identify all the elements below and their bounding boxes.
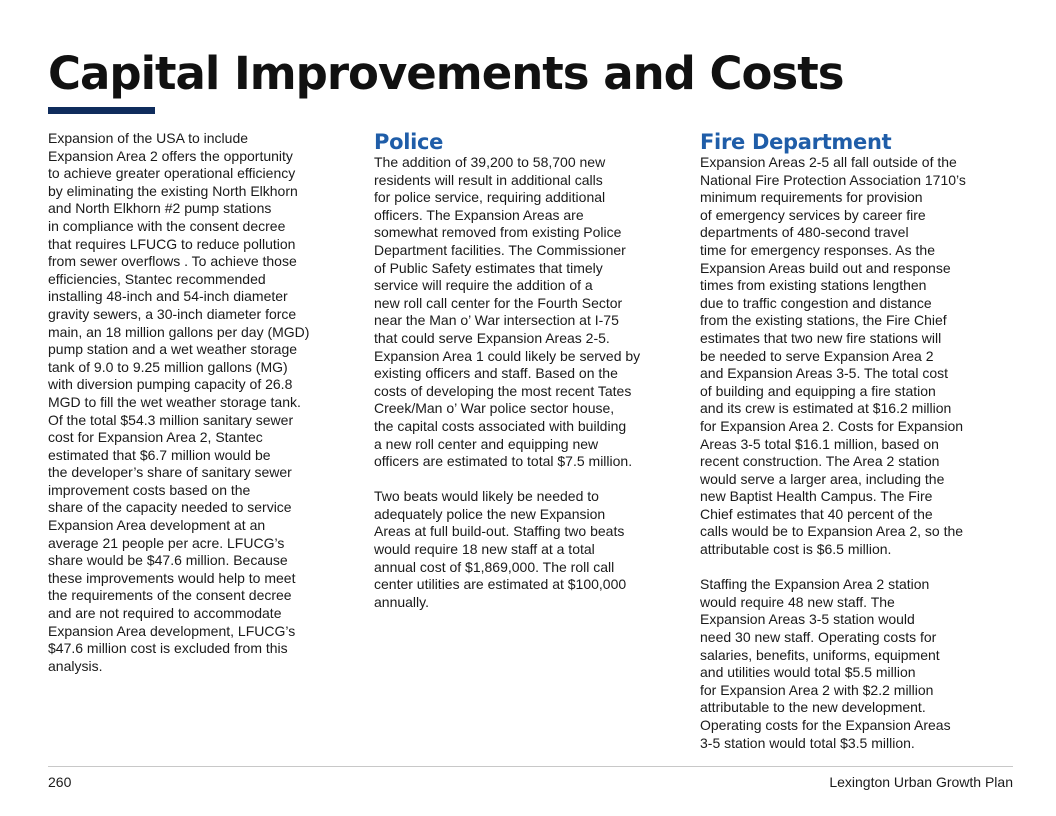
police-paragraph-2: Two beats would likely be needed to adequately police the new Expansion Areas at full build-out. Staffing two beats would require 18 new staff at a total annual cost of $1,869,000. The roll call center utilities are estimated at $100,000 annually.: [374, 488, 627, 610]
page-title: Capital Improvements and Costs: [48, 47, 844, 100]
police-column: [374, 130, 684, 611]
title-underline: [48, 107, 155, 114]
police-heading: Police: [374, 130, 444, 154]
fire-department-heading: Fire Department: [700, 130, 892, 154]
page-number: 260: [48, 774, 72, 790]
intro-column: [48, 130, 360, 675]
fire-paragraph-2: Staffing the Expansion Area 2 station would require 48 new staff. The Expansion Areas 3-5 station would need 30 new staff. Operating costs for salaries, benefits, uniforms, equipment and utilities would total $5.5 million for Expansion Area 2 with $2.2 million attributable to the new development. Operating costs for the Expansion Areas 3-5 station would total $3.5 million.: [700, 576, 951, 751]
intro-paragraph: Expansion of the USA to include Expansion Area 2 offers the opportunity to achieve greater operational efficiency by eliminating the existing North Elkhorn and North Elkhorn #2 pump stations in compliance with the consent decree that requires LFUCG to reduce pollution from sewer overflows . To achieve those efficiencies, Stantec recommended installing 48-inch and 54-inch diameter gravity sewers, a 30-inch diameter force main, an 18 million gallons per day (MGD) pump station and a wet weather storage tank of 9.0 to 9.25 million gallons (MG) with diversion pumping capacity of 26.8 MGD to fill the wet weather storage tank. Of the total $54.3 million sanitary sewer cost for Expansion Area 2, Stantec estimated that $6.7 million would be the developer’s share of sanitary sewer improvement costs based on the share of the capacity needed to service Expansion Area development at an average 21 people per acre. LFUCG’s share would be $47.6 million. Because these improvements would help to meet the requirements of the consent decree and are not required to accommodate Expansion Area development, LFUCG’s $47.6 million cost is excluded from this analysis.: [48, 130, 310, 674]
document-title: Lexington Urban Growth Plan: [829, 774, 1013, 790]
footer-divider: [48, 766, 1013, 767]
fire-department-column: [700, 130, 1014, 752]
fire-paragraph-1: Expansion Areas 2-5 all fall outside of the National Fire Protection Association 1710’s minimum requirements for provision of emergency services by career fire departments of 480-second travel time for emergency responses. As the Expansion Areas build out and response times from existing stations lengthen due to traffic congestion and distance from the existing stations, the Fire Chief estimates that two new fire stations will be needed to serve Expansion Area 2 and Expansion Areas 3-5. The total cost of building and equipping a fire station and its crew is estimated at $16.2 million for Expansion Area 2. Costs for Expansion Areas 3-5 total $16.1 million, based on recent construction. The Area 2 station would serve a larger area, including the new Baptist Health Campus. The Fire Chief estimates that 40 percent of the calls would be to Expansion Area 2, so the attributable cost is $6.5 million.: [700, 154, 966, 558]
police-paragraph-1: The addition of 39,200 to 58,700 new residents will result in additional calls for police service, requiring additional officers. The Expansion Areas are somewhat removed from existing Police Department facilities. The Commissioner of Public Safety estimates that timely service will require the addition of a new roll call center for the Fourth Sector near the Man o’ War intersection at I-75 that could serve Expansion Areas 2-5. Expansion Area 1 could likely be served by existing officers and staff. Based on the costs of developing the most recent Tates Creek/Man o’ War police sector house, the capital costs associated with building a new roll center and equipping new officers are estimated to total $7.5 million.: [374, 154, 641, 470]
